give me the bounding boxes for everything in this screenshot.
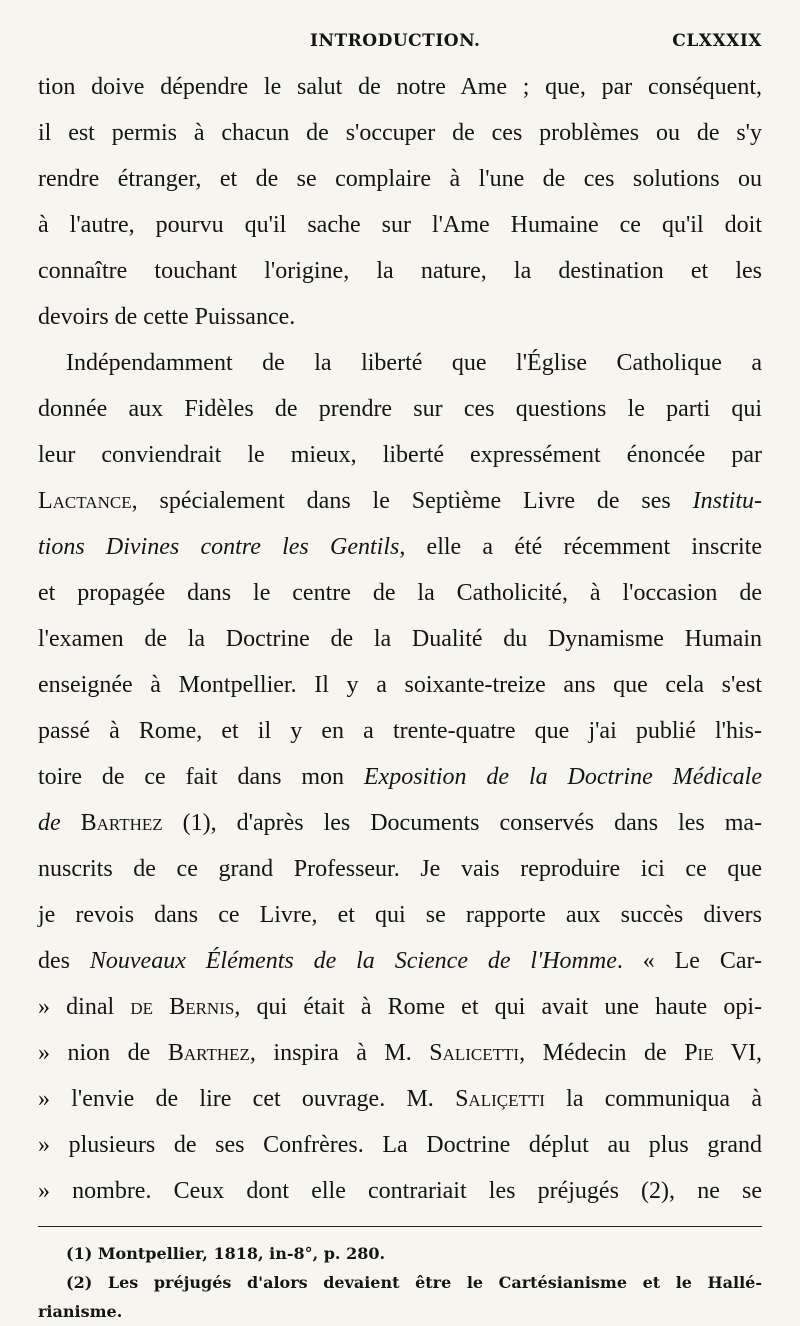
- text-line: des Nouveaux Éléments de la Science de l'Homme. « Le Car-: [38, 948, 762, 974]
- footnote-divider: [38, 1226, 762, 1227]
- text-line: devoirs de cette Puissance.: [38, 304, 296, 330]
- text-line: passé à Rome, et il y en a trente-quatre que j'ai publié l'his-: [38, 718, 762, 744]
- text-line: et propagée dans le centre de la Catholicité, à l'occasion de: [38, 580, 762, 606]
- book-title: Institu-: [692, 488, 762, 514]
- text-line: donnée aux Fidèles de prendre sur ces questions le parti qui: [38, 396, 762, 422]
- footnote: (2) Les préjugés d'alors devaient être le Cartésianisme et le Hallé-: [66, 1273, 762, 1292]
- author-name: Lactance: [38, 488, 132, 514]
- text-line: de Barthez (1), d'après les Documents conservés dans les ma-: [38, 810, 763, 836]
- text-line: Indépendamment de la liberté que l'Église Catholique a: [66, 350, 762, 376]
- footnote: rianisme.: [38, 1302, 123, 1321]
- text-line: Lactance, spécialement dans le Septième Livre de ses Institu-: [38, 488, 762, 514]
- text-line: » dinal de Bernis, qui était à Rome et qui avait une haute opi-: [38, 994, 762, 1020]
- text-line: rendre étranger, et de se complaire à l'une de ces solutions ou: [38, 166, 762, 192]
- person-name: Barthez: [167, 1040, 250, 1066]
- text-line: » nombre. Ceux dont elle contrariait les préjugés (2), ne se: [38, 1178, 762, 1204]
- text-line: à l'autre, pourvu qu'il sache sur l'Ame Humaine ce qu'il doit: [38, 212, 762, 238]
- running-header: [38, 30, 762, 52]
- footnote: (1) Montpellier, 1818, in-8°, p. 280.: [66, 1244, 386, 1263]
- author-name: Barthez: [80, 810, 163, 836]
- text-line: leur conviendrait le mieux, liberté expressément énoncée par: [38, 442, 762, 468]
- header-title: INTRODUCTION.: [310, 31, 481, 51]
- text-line: » l'envie de lire cet ouvrage. M. Saliçetti la communiqua à: [38, 1086, 762, 1112]
- text-line: nuscrits de ce grand Professeur. Je vais reproduire ici ce que: [38, 856, 762, 882]
- text-line: enseignée à Montpellier. Il y a soixante-treize ans que cela s'est: [38, 672, 762, 698]
- body-text: [38, 64, 762, 1214]
- text-line: connaître touchant l'origine, la nature, la destination et les: [38, 258, 762, 284]
- person-name: Pie VI: [684, 1040, 756, 1066]
- book-title: Exposition de la Doctrine Médicale: [363, 764, 763, 790]
- text-line: l'examen de la Doctrine de la Dualité du Dynamisme Humain: [38, 626, 762, 652]
- text-line: » nion de Barthez, inspira à M. Salicetti, Médecin de Pie VI,: [38, 1040, 762, 1066]
- text-line: je revois dans ce Livre, et qui se rapporte aux succès divers: [38, 902, 762, 928]
- text-line: toire de ce fait dans mon Exposition de la Doctrine Médicale: [38, 764, 763, 790]
- text-line: tion doive dépendre le salut de notre Ame ; que, par conséquent,: [38, 74, 762, 100]
- text-line: il est permis à chacun de s'occuper de ces problèmes ou de s'y: [38, 120, 762, 146]
- book-title: tions Divines contre les Gentils: [38, 534, 400, 560]
- text-line: » plusieurs de ses Confrères. La Doctrine déplut au plus grand: [38, 1132, 762, 1158]
- person-name: Salicetti: [429, 1040, 520, 1066]
- book-title: Nouveaux Éléments de la Science de l'Homme: [89, 948, 617, 974]
- book-page: [38, 30, 762, 1326]
- footnotes: [38, 1239, 762, 1326]
- person-name: Saliçetti: [455, 1086, 545, 1112]
- page-number: CLXXXIX: [672, 31, 762, 51]
- text-line: tions Divines contre les Gentils, elle a été récemment inscrite: [38, 534, 762, 560]
- person-name: de Bernis: [130, 994, 235, 1020]
